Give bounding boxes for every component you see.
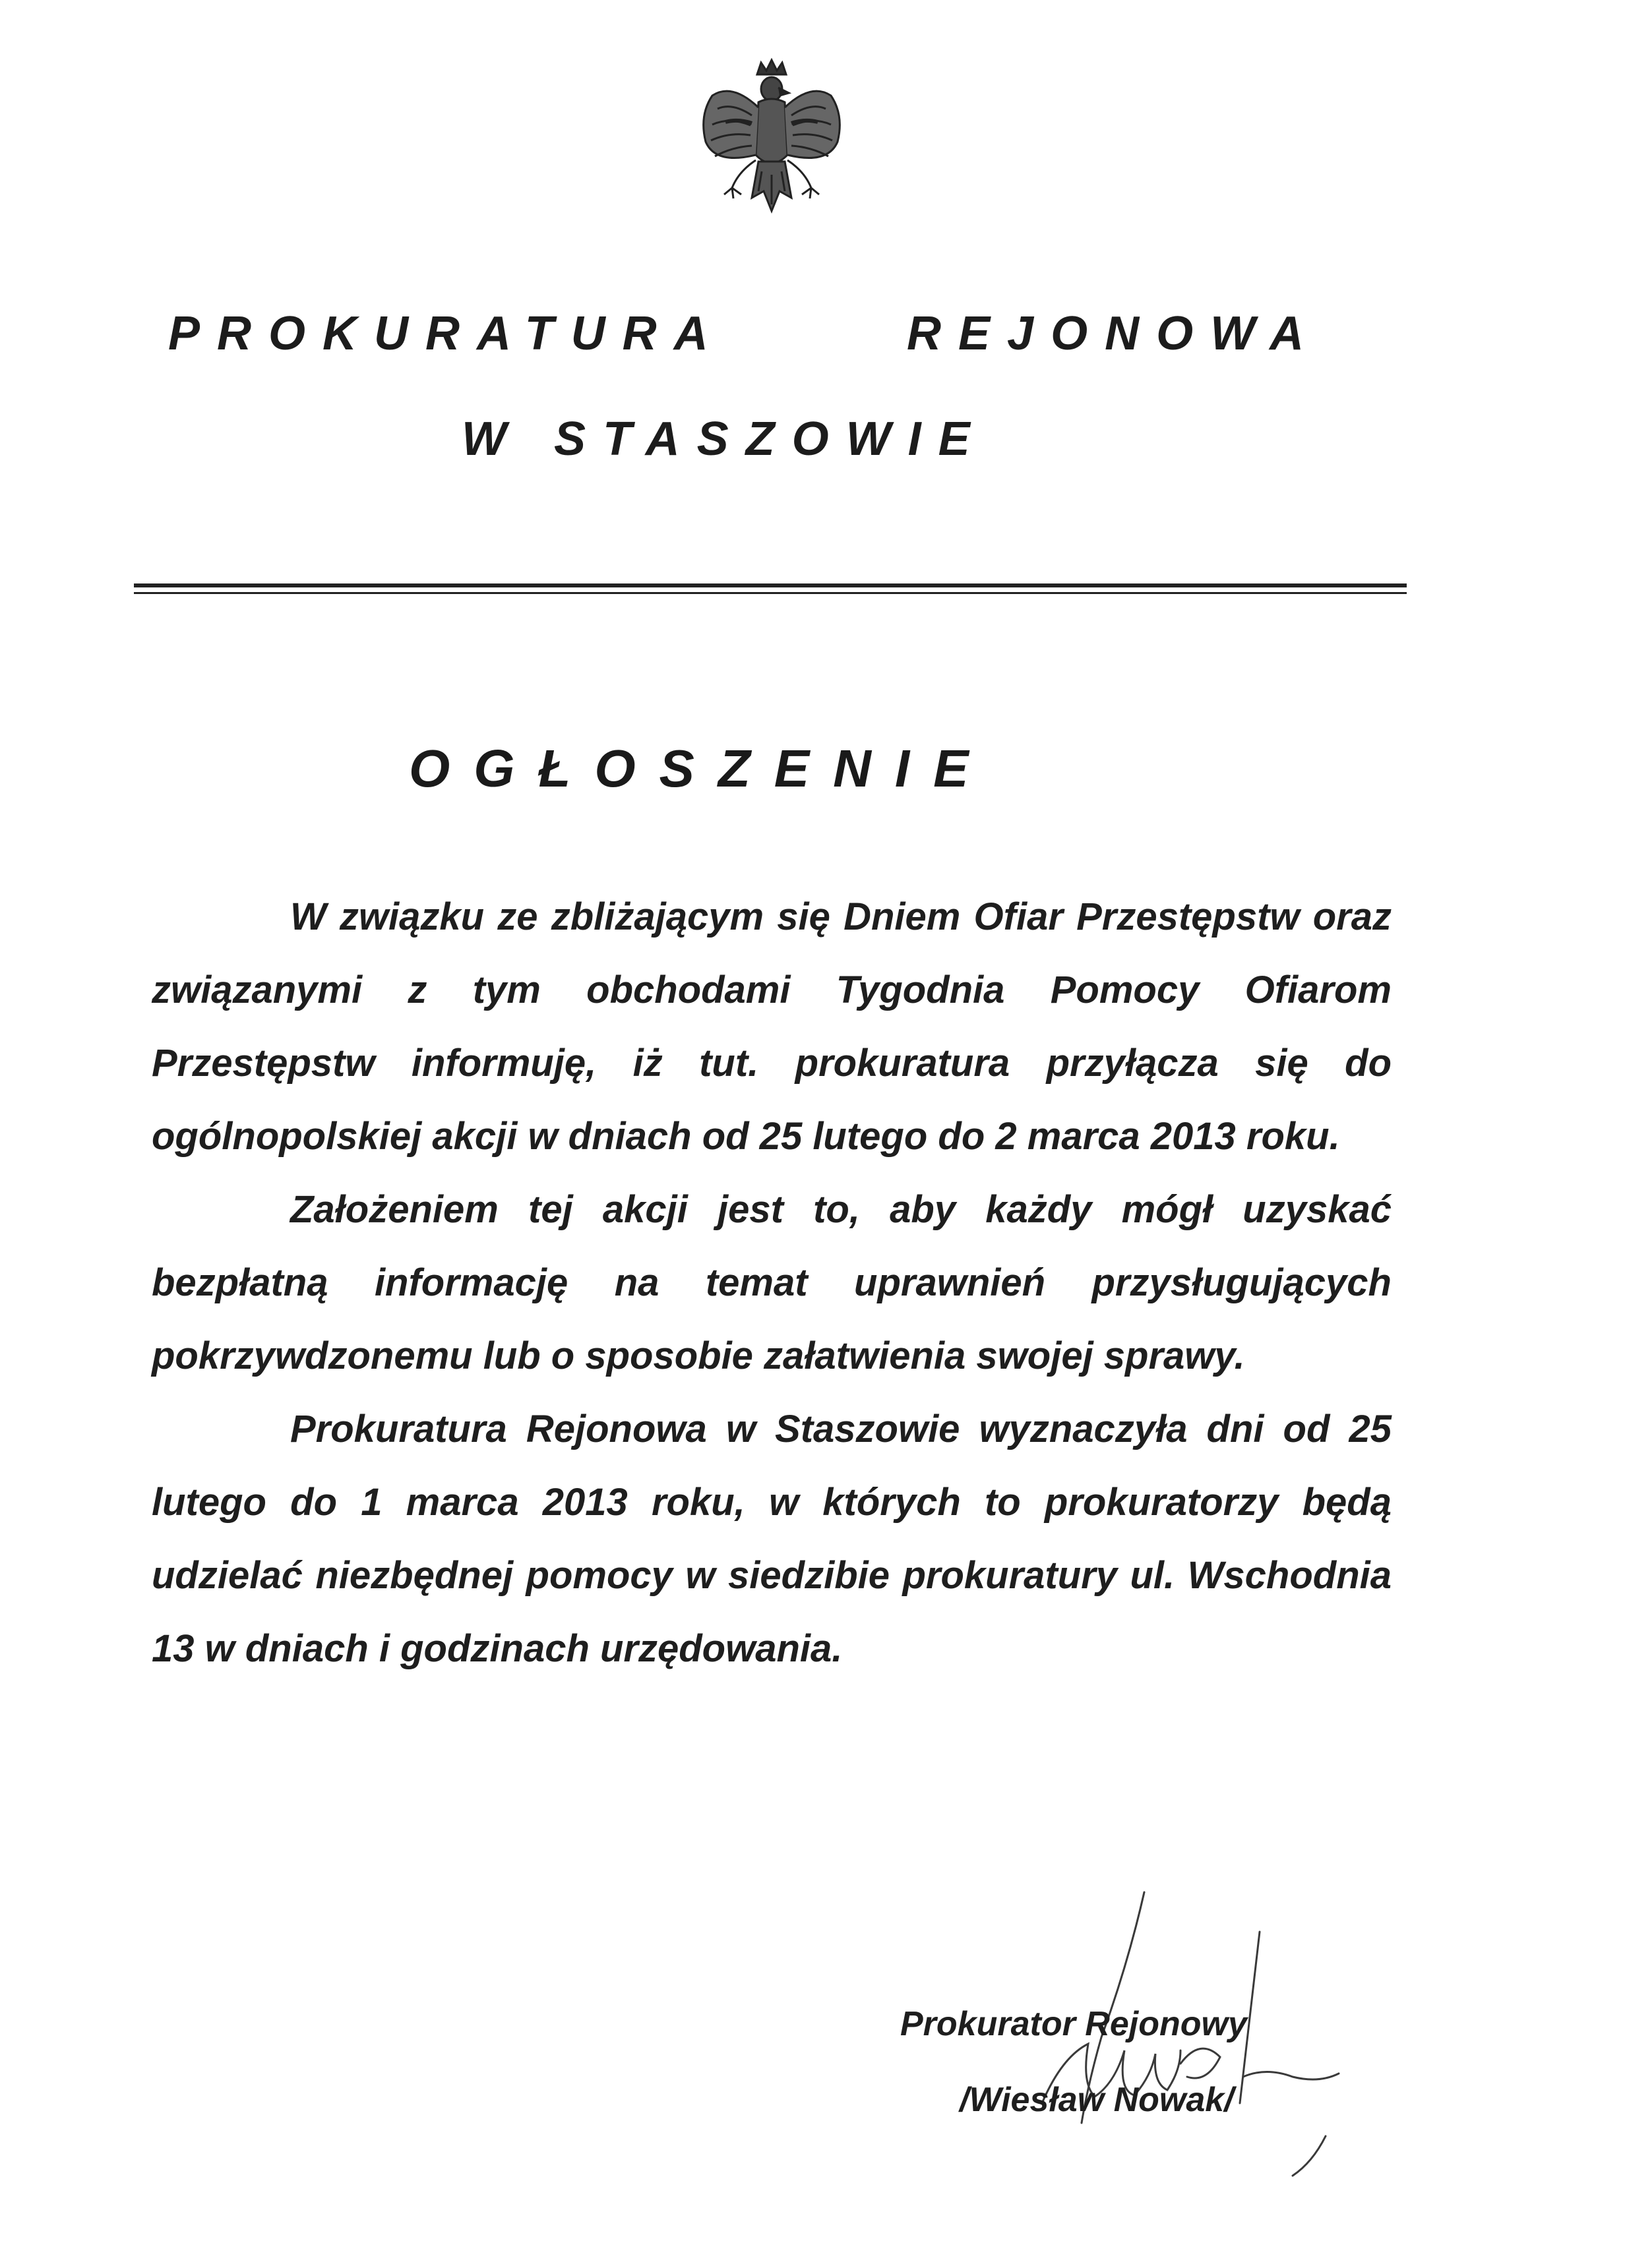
header-divider-thin [134,592,1407,594]
paragraph-1: W związku ze zbliżającym się Dniem Ofiar Przestępstw oraz związanymi z tym obchodami Tygodnia Pomocy Ofiarom Przestępstw informuję, iż tut. prokuratura przyłącza się do ogólnopolskiej akcji w dniach od 25 lutego do 2 marca 2013 roku. [152,895,1392,1158]
office-name-line1-part2: REJONOWA [907,307,1322,360]
header-divider-thick [134,583,1407,587]
polish-eagle-emblem-icon [686,56,857,234]
announcement-body [152,880,1392,1685]
announcement-title: OGŁOSZENIE [409,739,993,798]
office-name-line1-part1: PROKURATURA [168,307,725,360]
signatory-title: Prokurator Rejonowy [900,2005,1247,2043]
paragraph-3: Prokuratura Rejonowa w Staszowie wyznaczyła dni od 25 lutego do 1 marca 2013 roku, w których to prokuratorzy będą udzielać niezbędnej pomocy w siedzibie prokuratury ul. Wschodnia 13 w dniach i godzinach urzędowania. [152,1408,1392,1670]
paragraph-2: Założeniem tej akcji jest to, aby każdy mógł uzyskać bezpłatną informację na temat uprawnień przysługujących pokrzywdzonemu lub o sposobie załatwienia swojej sprawy. [152,1188,1392,1377]
office-name-line2: W STASZOWIE [462,413,987,465]
signatory-name: /Wiesław Nowak/ [960,2081,1234,2119]
